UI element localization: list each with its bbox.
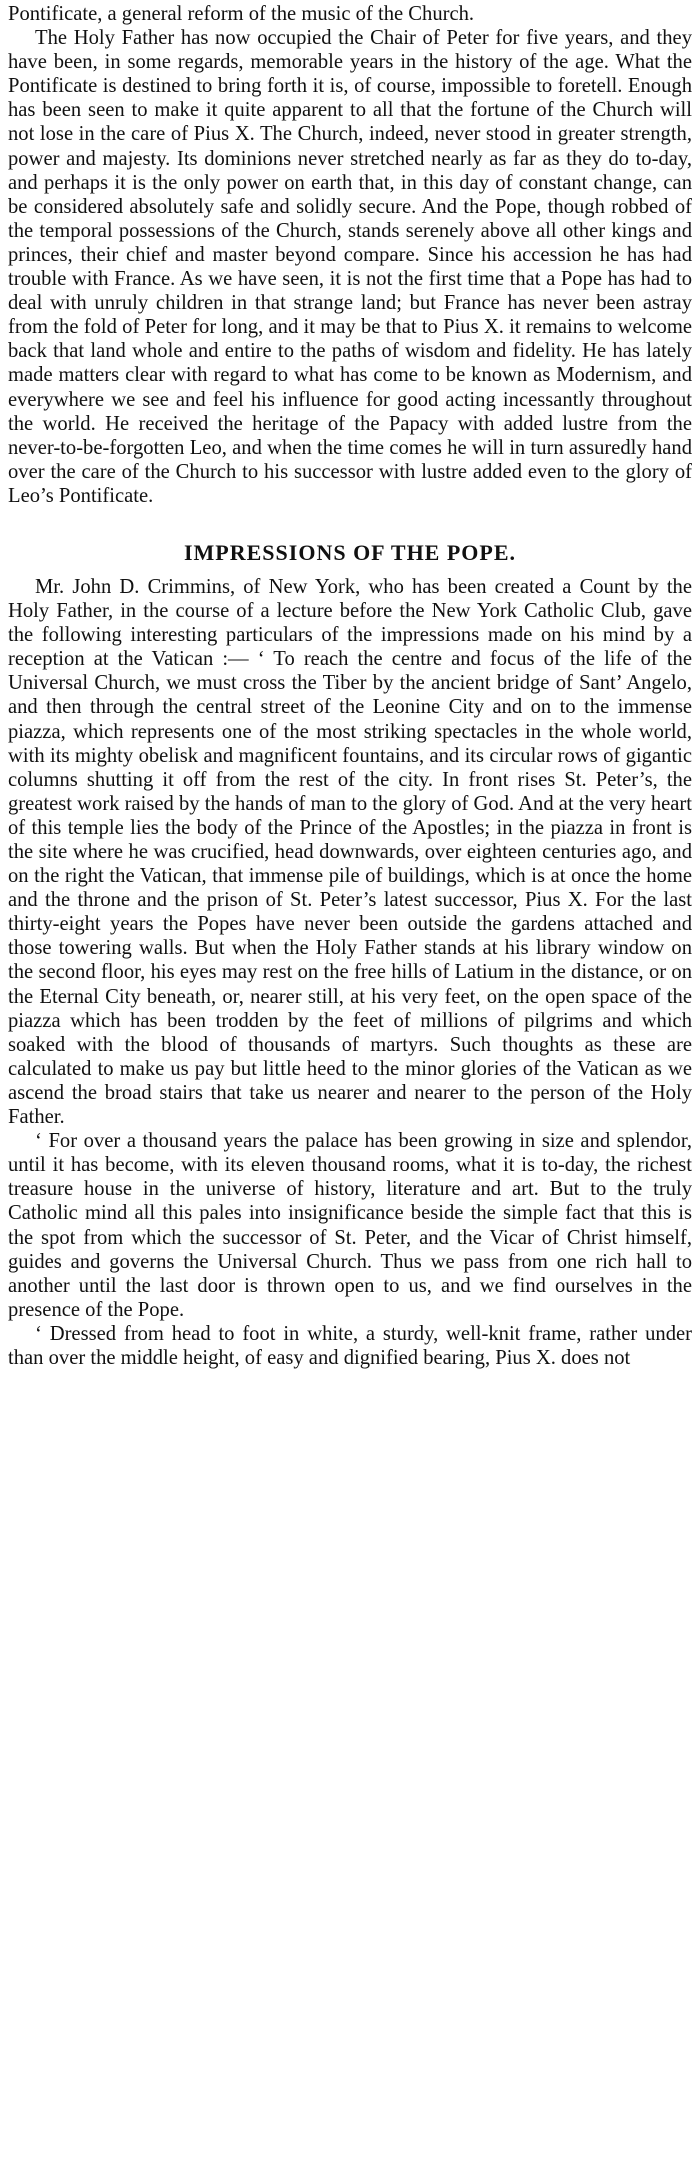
paragraph-continued: Pontificate, a general reform of the music of the Church. bbox=[8, 3, 475, 25]
article-impressions-of-the-pope bbox=[8, 539, 692, 1370]
article-heading: IMPRESSIONS OF THE POPE. bbox=[183, 539, 517, 565]
article-pontificate-continuation bbox=[8, 2, 692, 508]
paragraph-crimmins-lecture: Mr. John D. Crimmins, of New York, who has been created a Count by the Holy Father, in the course of a lecture before the New York Catholic Club, gave the following interesting particulars of the impressions made on his mind by a reception at the Vatican :— ‘ To reach the centre and focus of the life of the Universal Church, we must cross the Tiber by the ancient bridge of Sant’ Angelo, and then through the central street of the Leonine City and on to the immense piazza, which represents one of the most striking spectacles in the whole world, with its mighty obelisk and magnificent fountains, and its circular rows of gigantic columns shutting it off from the rest of the city. In front rises St. Peter’s, the greatest work raised by the hands of man to the glory of God. And at the very heart of this temple lies the body of the Prince of the Apostles; in the piazza in front is the site where he was crucified, head downwards, over eighteen centuries ago, and on the right the Vatican, that immense pile of buildings, which is at once the home and the throne and the prison of St. Peter’s latest successor, Pius X. For the last thirty-eight years the Popes have never been outside the gardens attached and those towering walls. But when the Holy Father stands at his library window on the second floor, his eyes may rest on the free hills of Latium in the distance, or on the Eternal City beneath, or, nearer still, at his very feet, on the open space of the piazza which has been trodden by the feet of millions of pilgrims and which soaked with the blood of thousands of martyrs. Such thoughts as these are calculated to make us pay but little heed to the minor glories of the Vatican as we ascend the broad stairs that take us nearer and nearer to the person of the Holy Father. bbox=[8, 575, 692, 1129]
paragraph-pontificate-reflection: The Holy Father has now occupied the Chair of Peter for five years, and they have been, in some regards, memorable years in the history of the age. What the Pontificate is destined to bring forth it is, of course, impossible to foretell. Enough has been seen to make it quite apparent to all that the fortune of the Church will not lose in the care of Pius X. The Church, indeed, never stood in greater strength, power and majesty. Its dominions never stretched nearly as far as they do to-day, and perhaps it is the only power on earth that, in this day of constant change, can be considered absolutely safe and solidly secure. And the Pope, though robbed of the temporal possessions of the Church, stands serenely above all other kings and princes, their chief and master beyond compare. Since his accession he has had trouble with France. As we have seen, it is not the first time that a Pope has had to deal with unruly children in that strange land; but France has never been astray from the fold of Peter for long, and it may be that to Pius X. it remains to welcome back that land whole and entire to the paths of wisdom and fidelity. He has lately made matters clear with regard to what has come to be known as Modernism, and everywhere we see and feel his influence for good acting incessantly throughout the world. He received the heritage of the Papacy with added lustre from the never-to-be-forgotten Leo, and when the time comes he will in turn assuredly hand over the care of the Church to his successor with lustre added even to the glory of Leo’s Pontificate. bbox=[8, 27, 692, 507]
paragraph-vatican-palace: ‘ For over a thousand years the palace has been growing in size and splendor, until it has become, with its eleven thousand rooms, what it is to-day, the richest treasure house in the universe of history, literature and art. But to the truly Catholic mind all this pales into insignificance beside the simple fact that this is the spot from which the successor of St. Peter, and the Vicar of Christ himself, guides and governs the Universal Church. Thus we pass from one rich hall to another until the last door is thrown open to us, and we find ourselves in the presence of the Pope. bbox=[8, 1130, 692, 1321]
paragraph-pope-description: ‘ Dressed from head to foot in white, a sturdy, well-knit frame, rather under than over the middle height, of easy and dignified bearing, Pius X. does not bbox=[8, 1322, 692, 1369]
